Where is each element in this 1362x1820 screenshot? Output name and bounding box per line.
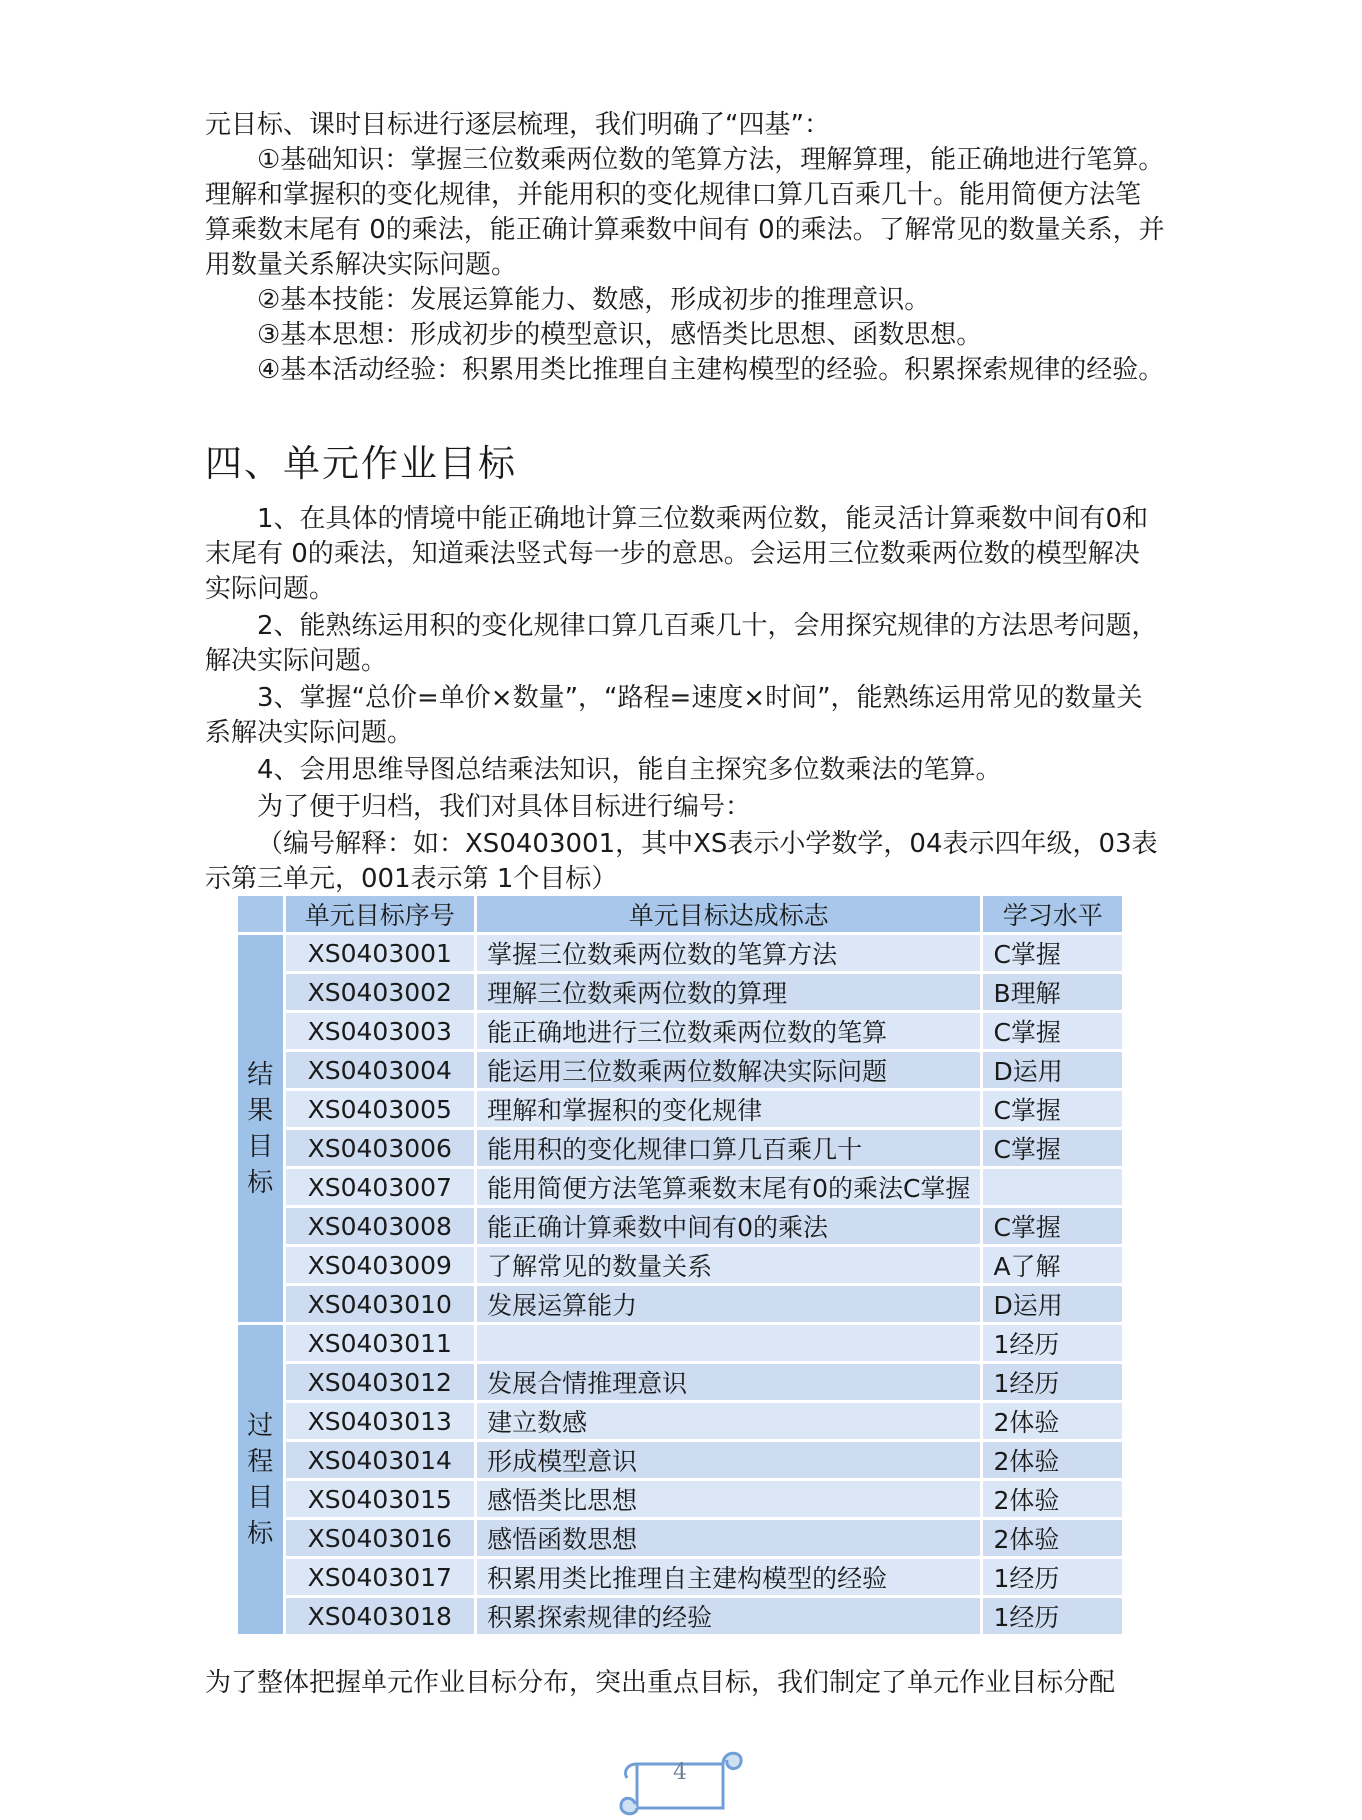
header-code: 单元目标序号 (286, 896, 475, 932)
cell-code: XS0403008 (286, 1208, 475, 1244)
cell-level: D运用 (983, 1286, 1122, 1322)
table-row (238, 1052, 1122, 1088)
page-number: 4 (673, 1760, 687, 1785)
section-heading: 四、单元作业目标 (205, 442, 517, 485)
table-row (238, 1364, 1122, 1400)
group-label-char: 果 (247, 1095, 274, 1126)
cell-level: 1经历 (983, 1559, 1122, 1595)
group-label-char: 程 (247, 1446, 274, 1477)
cell-code: XS0403003 (286, 1013, 475, 1049)
table-row (238, 1559, 1122, 1595)
cell-level: B理解 (983, 974, 1122, 1010)
table-row (238, 1286, 1122, 1322)
basic-skills-paragraph: ②基本技能：发展运算能力、数感，形成初步的推理意识。 (257, 285, 931, 315)
cell-desc: 能正确计算乘数中间有0的乘法 (477, 1208, 980, 1244)
basic-experience-paragraph: ④基本活动经验：积累用类比推理自主建构模型的经验。积累探索规律的经验。 (257, 355, 1165, 385)
group-label-char: 目 (247, 1131, 274, 1162)
cell-level: 1经历 (983, 1598, 1122, 1634)
cell-code: XS0403018 (286, 1598, 475, 1634)
group-label-char: 过 (247, 1410, 274, 1441)
cell-level: C掌握 (983, 1208, 1122, 1244)
cell-code: XS0403016 (286, 1520, 475, 1556)
closing-paragraph: 为了整体把握单元作业目标分布，突出重点目标，我们制定了单元作业目标分配 (205, 1668, 1116, 1698)
cell-level: A了解 (983, 1247, 1122, 1283)
group-label-char: 目 (247, 1482, 274, 1513)
cell-level: C掌握 (983, 1013, 1122, 1049)
intro-line: 元目标、课时目标进行逐层梳理，我们明确了“四基”： (205, 110, 830, 140)
group-label (238, 1325, 283, 1634)
cell-code: XS0403014 (286, 1442, 475, 1478)
cell-code: XS0403007 (286, 1169, 475, 1205)
cell-desc: 了解常见的数量关系 (477, 1247, 980, 1283)
header-corner (238, 896, 283, 932)
cell-code: XS0403011 (286, 1325, 475, 1361)
table-header-row (238, 896, 1122, 932)
cell-desc: 理解三位数乘两位数的算理 (477, 974, 980, 1010)
cell-desc: 积累用类比推理自主建构模型的经验 (477, 1559, 980, 1595)
cell-code: XS0403006 (286, 1130, 475, 1166)
group-label (238, 935, 283, 1322)
cell-code: XS0403005 (286, 1091, 475, 1127)
goal-2: 2、能熟练运用积的变化规律口算几百乘几十，会用探究规律的方法思考问题，解决实际问题。 (205, 611, 1158, 676)
cell-level: C掌握 (983, 1091, 1122, 1127)
table-body (238, 935, 1122, 1634)
cell-desc: 能正确地进行三位数乘两位数的笔算 (477, 1013, 980, 1049)
cell-code: XS0403002 (286, 974, 475, 1010)
cell-level: D运用 (983, 1052, 1122, 1088)
table-row (238, 1520, 1122, 1556)
cell-level: 2体验 (983, 1442, 1122, 1478)
cell-desc: 发展合情推理意识 (477, 1364, 980, 1400)
cell-code: XS0403012 (286, 1364, 475, 1400)
cell-desc: 能运用三位数乘两位数解决实际问题 (477, 1052, 980, 1088)
unit-goals-section (205, 502, 1165, 899)
table-row (238, 974, 1122, 1010)
cell-code: XS0403004 (286, 1052, 475, 1088)
cell-desc: 感悟类比思想 (477, 1481, 980, 1517)
cell-code: XS0403015 (286, 1481, 475, 1517)
cell-level: 2体验 (983, 1520, 1122, 1556)
cell-desc: 发展运算能力 (477, 1286, 980, 1322)
page-number-scroll (615, 1742, 745, 1816)
basic-knowledge-paragraph: ①基础知识：掌握三位数乘两位数的笔算方法，理解算理，能正确地进行笔算。理解和掌握积的变化规律，并能用积的变化规律口算几百乘几十。能用简便方法笔算乘数末尾有 0的乘法，能正确计算乘数中间有 0的乘法。了解常见的数量关系，并用数量关系解决实际问题。 (205, 145, 1165, 280)
cell-level: C掌握 (983, 935, 1122, 971)
cell-code: XS0403017 (286, 1559, 475, 1595)
four-basics-section (205, 108, 1165, 388)
group-label-char: 结 (247, 1059, 274, 1090)
header-level: 学习水平 (983, 896, 1122, 932)
cell-level (983, 1169, 1122, 1205)
cell-desc: 形成模型意识 (477, 1442, 980, 1478)
cell-level: 1经历 (983, 1325, 1122, 1361)
numbering-intro: 为了便于归档，我们对具体目标进行编号： (257, 792, 752, 822)
cell-code: XS0403009 (286, 1247, 475, 1283)
cell-desc: 理解和掌握积的变化规律 (477, 1091, 980, 1127)
group-label-char: 标 (247, 1167, 274, 1198)
cell-desc: 积累探索规律的经验 (477, 1598, 980, 1634)
table-row (238, 1598, 1122, 1634)
cell-level: 1经历 (983, 1364, 1122, 1400)
goal-3: 3、掌握“总价=单价×数量”，“路程=速度×时间”，能熟练运用常见的数量关系解决实际问题。 (205, 683, 1143, 748)
cell-code: XS0403001 (286, 935, 475, 971)
cell-desc: 感悟函数思想 (477, 1520, 980, 1556)
table-row (238, 1442, 1122, 1478)
table-row (238, 1325, 1122, 1361)
cell-level: C掌握 (983, 1130, 1122, 1166)
cell-level: 2体验 (983, 1481, 1122, 1517)
unit-targets-table (235, 893, 1125, 1637)
numbering-explanation: （编号解释：如：XS0403001，其中XS表示小学数学，04表示四年级，03表示第三单元，001表示第 1个目标） (205, 829, 1158, 894)
cell-code: XS0403010 (286, 1286, 475, 1322)
header-description: 单元目标达成标志 (477, 896, 980, 932)
cell-desc: 能用简便方法笔算乘数末尾有0的乘法C掌握 (477, 1169, 980, 1205)
table-row (238, 1247, 1122, 1283)
goal-4: 4、会用思维导图总结乘法知识，能自主探究多位数乘法的笔算。 (257, 755, 1002, 785)
table-row (238, 1403, 1122, 1439)
cell-desc: 能用积的变化规律口算几百乘几十 (477, 1130, 980, 1166)
table-row (238, 1169, 1122, 1205)
goal-1: 1、在具体的情境中能正确地计算三位数乘两位数，能灵活计算乘数中间有0和末尾有 0的乘法，知道乘法竖式每一步的意思。会运用三位数乘两位数的模型解决实际问题。 (205, 504, 1149, 604)
table-row (238, 1091, 1122, 1127)
cell-level: 2体验 (983, 1403, 1122, 1439)
table-row (238, 935, 1122, 971)
cell-desc: 掌握三位数乘两位数的笔算方法 (477, 935, 980, 971)
basic-thinking-paragraph: ③基本思想：形成初步的模型意识，感悟类比思想、函数思想。 (257, 320, 983, 350)
table-row (238, 1481, 1122, 1517)
cell-desc: 建立数感 (477, 1403, 980, 1439)
table-row (238, 1130, 1122, 1166)
cell-desc (477, 1325, 980, 1361)
cell-code: XS0403013 (286, 1403, 475, 1439)
table-row (238, 1208, 1122, 1244)
table-row (238, 1013, 1122, 1049)
group-label-char: 标 (247, 1518, 274, 1549)
